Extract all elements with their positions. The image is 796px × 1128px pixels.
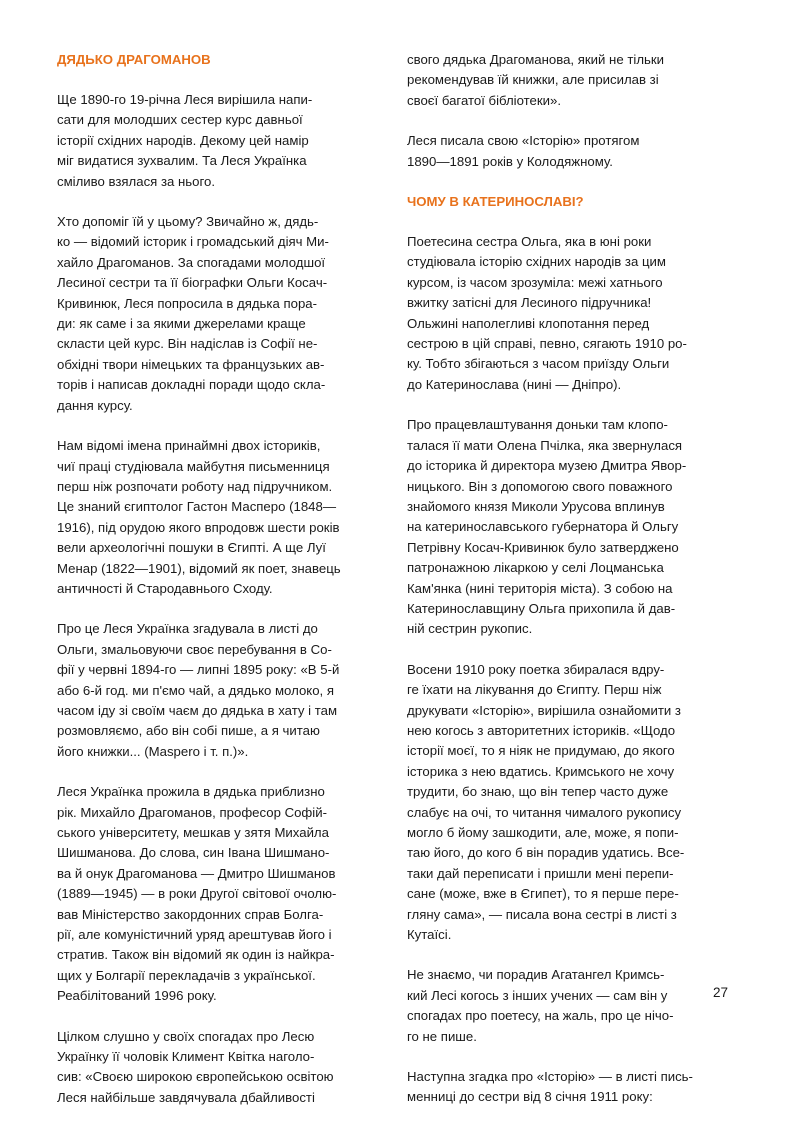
text-line: друкувати «Історію», вирішила ознайомити з <box>407 702 681 718</box>
text-line: до Катеринослава (нині — Дніпро). <box>407 376 622 392</box>
text-line: гляну сама», — писала вона сестрі в листі з <box>407 906 677 922</box>
paragraph <box>57 90 397 192</box>
text-line: Шишманова. До слова, син Івана Шишмано- <box>57 845 330 861</box>
text-line: Леся Українка прожила в дядька приблизно <box>57 784 325 800</box>
text-line: Ще 1890-го 19-річна Леся вирішила напи- <box>57 92 313 107</box>
text-line: щих у Болгарії перекладачів з української. <box>57 967 316 983</box>
paragraph <box>407 232 752 395</box>
text-line: чиї праці студіювала майбутня письменниця <box>57 458 330 474</box>
paragraph <box>57 436 397 599</box>
right-column <box>407 50 752 1128</box>
paragraph <box>407 965 752 1047</box>
text-line: ва й онук Драгоманова — Дмитро Шишманов <box>57 865 336 881</box>
text-line: дання курсу. <box>57 397 133 413</box>
text-line: Лесиної сестри та її біографки Ольги Косач- <box>57 275 328 291</box>
text-line: Петрівну Косач-Кривинюк було затверджено <box>407 539 679 555</box>
text-line: Поетесина сестра Ольга, яка в юні роки <box>407 234 652 250</box>
text-line: Про працевлаштування доньки там клопо- <box>407 417 668 433</box>
paragraph <box>57 782 397 1006</box>
text-line: знайомого князя Миколи Урусова вплинув <box>407 498 665 514</box>
text-line: стратив. Також він відомий як один із найкра- <box>57 947 335 963</box>
text-line: часом іду зі своїм чаєм до дядька в хату і там <box>57 702 338 718</box>
text-line: античності й Стародавнього Сходу. <box>57 580 273 596</box>
text-line: хайло Драгоманов. За спогадами молодшої <box>57 254 326 270</box>
text-line: Це знаний єгиптолог Гастон Масперо (1848— <box>57 499 337 515</box>
text-line: Ольги, змальовуючи своє перебування в Со- <box>57 641 332 657</box>
paragraph <box>407 50 752 111</box>
text-line: студіювала історію східних народів за цим <box>407 254 666 270</box>
page-number: 27 <box>713 985 729 1000</box>
text-line: таю його, до кого б він порадив удатись. Все- <box>407 845 685 861</box>
text-line: перш ніж розпочати роботу над підручником. <box>57 478 333 494</box>
text-line: вели археологічні пошуки в Єгипті. А ще Луї <box>57 540 326 556</box>
text-line: на катеринославського губернатора й Ольгу <box>407 519 679 535</box>
text-line: спогадах про поетесу, на жаль, про це нічо- <box>407 1008 674 1024</box>
text-line: обхідні твори німецьких та французьких ав- <box>57 356 325 372</box>
text-line: 1916), під орудою якого впродовж шести років <box>57 519 340 535</box>
text-line: Леся писала свою «Історію» протягом <box>407 133 640 149</box>
text-line: курсом, із часом зрозуміла: межі хатнього <box>407 274 663 290</box>
text-line: розмовляємо, або він собі пише, а я читаю <box>57 723 320 739</box>
text-line: фії у червні 1894-го — липні 1895 року: «В 5-й <box>57 662 340 678</box>
text-line: ського університету, мешкав у зятя Михайла <box>57 825 329 840</box>
text-line: ницького. Він з допомогою свого поважного <box>407 478 673 494</box>
text-line: своєї багатої бібліотеки». <box>407 92 562 108</box>
text-line: Про це Леся Українка згадувала в листі до <box>57 621 318 637</box>
text-line: його книжки... (Maspero і т. п.)». <box>57 743 249 759</box>
paragraph <box>407 415 752 639</box>
text-line: го не пише. <box>407 1028 477 1044</box>
left-paragraphs <box>57 90 397 1108</box>
text-line: Леся найбільше завдячувала дбайливості <box>57 1089 315 1105</box>
text-line: Кам'янка (нині територія міста). З собою на <box>407 580 673 596</box>
text-line: торів і написав докладні поради щодо скла- <box>57 377 326 393</box>
text-line: Кутаїсі. <box>407 927 452 943</box>
text-line: ге їхати на лікування до Єгипту. Перш ніж <box>407 682 662 698</box>
text-line: таки дай переписати і пришли мені перепи- <box>407 865 674 881</box>
text-line: вав Міністерство закордонних справ Болга- <box>57 906 324 922</box>
text-line: менниці до сестри від 8 січня 1911 року: <box>407 1089 653 1105</box>
text-line: сив: «Своєю широкою європейською освітою <box>57 1069 334 1085</box>
text-line: до історика й директора музею Дмитра Явор- <box>407 458 687 474</box>
text-line: нею когось з авторитетних істориків. «Щодо <box>407 722 676 738</box>
paragraph <box>57 212 397 416</box>
text-line: Хто допоміг їй у цьому? Звичайно ж, дядь- <box>57 214 319 230</box>
text-line: Нам відомі імена принаймні двох істориків, <box>57 438 321 454</box>
text-line: вжитку затісні для Лесиного підручника! <box>407 295 652 311</box>
text-line: рекомендував їй книжки, але присилав зі <box>407 72 659 88</box>
text-line: (1889—1945) — в роки Другої світової очолю- <box>57 886 337 902</box>
text-line: історії східних народів. Декому цей намір <box>57 132 309 148</box>
paragraph <box>407 660 752 946</box>
text-line: історика з нею вдатись. Кримського не хочу <box>407 763 675 779</box>
text-line: ди: як саме і за якими джерелами краще <box>57 316 306 332</box>
text-line: талася її мати Олена Пчілка, яка звернулася <box>407 437 683 453</box>
text-line: могло б йому зашкодити, але, може, я попи- <box>407 825 679 840</box>
text-line: рії, але комуністичний уряд арештував його і <box>57 927 332 943</box>
text-line: Наступна згадка про «Історію» — в листі пись- <box>407 1069 693 1085</box>
text-line: патронажною лікаркою у селі Лоцманська <box>407 560 664 576</box>
section-heading-chomu-v-katerynoslavi: ЧОМУ В КАТЕРИНОСЛАВІ? <box>407 194 584 210</box>
paragraph <box>57 1027 397 1109</box>
text-line: Реабілітований 1996 року. <box>57 988 217 1004</box>
text-line: скласти цей курс. Він надіслав із Софії не- <box>57 336 318 352</box>
text-line: ку. Тобто збігаються з часом приїзду Ольги <box>407 356 670 372</box>
text-line: сміливо взялася за нього. <box>57 173 216 189</box>
text-line: Кривинюк, Леся попросила в дядька пора- <box>57 295 318 311</box>
text-line: свого дядька Драгоманова, який не тільки <box>407 52 665 67</box>
text-line: Не знаємо, чи порадив Агатангел Кримсь- <box>407 967 665 983</box>
text-line: Восени 1910 року поетка збиралася вдру- <box>407 661 665 677</box>
text-line: сане (може, вже в Єгипет), то я перше пере- <box>407 886 679 902</box>
text-line: Ольжині наполегливі клопотання перед <box>407 315 650 331</box>
text-line: сати для молодших сестер курс давньої <box>57 112 303 128</box>
text-line: міг видатися зухвалим. Та Леся Українка <box>57 153 307 169</box>
text-line: історії моєї, то я ніяк не придумаю, до якого <box>407 743 675 759</box>
right-paragraphs-before-heading <box>407 50 752 172</box>
paragraph <box>407 131 752 172</box>
text-line: 1890—1891 років у Колодяжному. <box>407 153 613 169</box>
section-heading-dyadko-drahomanov: ДЯДЬКО ДРАГОМАНОВ <box>57 52 211 67</box>
paragraph <box>57 619 397 762</box>
text-line: Катеринославщину Ольга прихопила й дав- <box>407 600 676 616</box>
text-line: ко — відомий історик і громадський діяч Ми- <box>57 234 329 250</box>
text-line: кий Лесі когось з інших учених — сам він у <box>407 987 668 1003</box>
left-column <box>57 50 397 1128</box>
paragraph <box>407 1067 752 1108</box>
text-line: трудити, бо знаю, що він тепер часто дуже <box>407 784 669 800</box>
text-line: слабує на очі, то читання чималого рукопису <box>407 804 682 820</box>
text-line: або 6-й год. ми п'ємо чай, а дядько молоко, я <box>57 682 335 698</box>
text-line: Менар (1822—1901), відомий як поет, знавець <box>57 560 341 576</box>
text-line: Цілком слушно у своїх спогадах про Лесю <box>57 1028 315 1044</box>
text-line: сестрою в цій справі, певно, сягають 1910 ро- <box>407 336 687 352</box>
text-line: Українку її чоловік Климент Квітка наголо- <box>57 1049 315 1065</box>
text-line: ній сестрин рукопис. <box>407 621 533 637</box>
right-paragraphs <box>407 232 752 1108</box>
text-line: рік. Михайло Драгоманов, професор Софій- <box>57 804 327 820</box>
